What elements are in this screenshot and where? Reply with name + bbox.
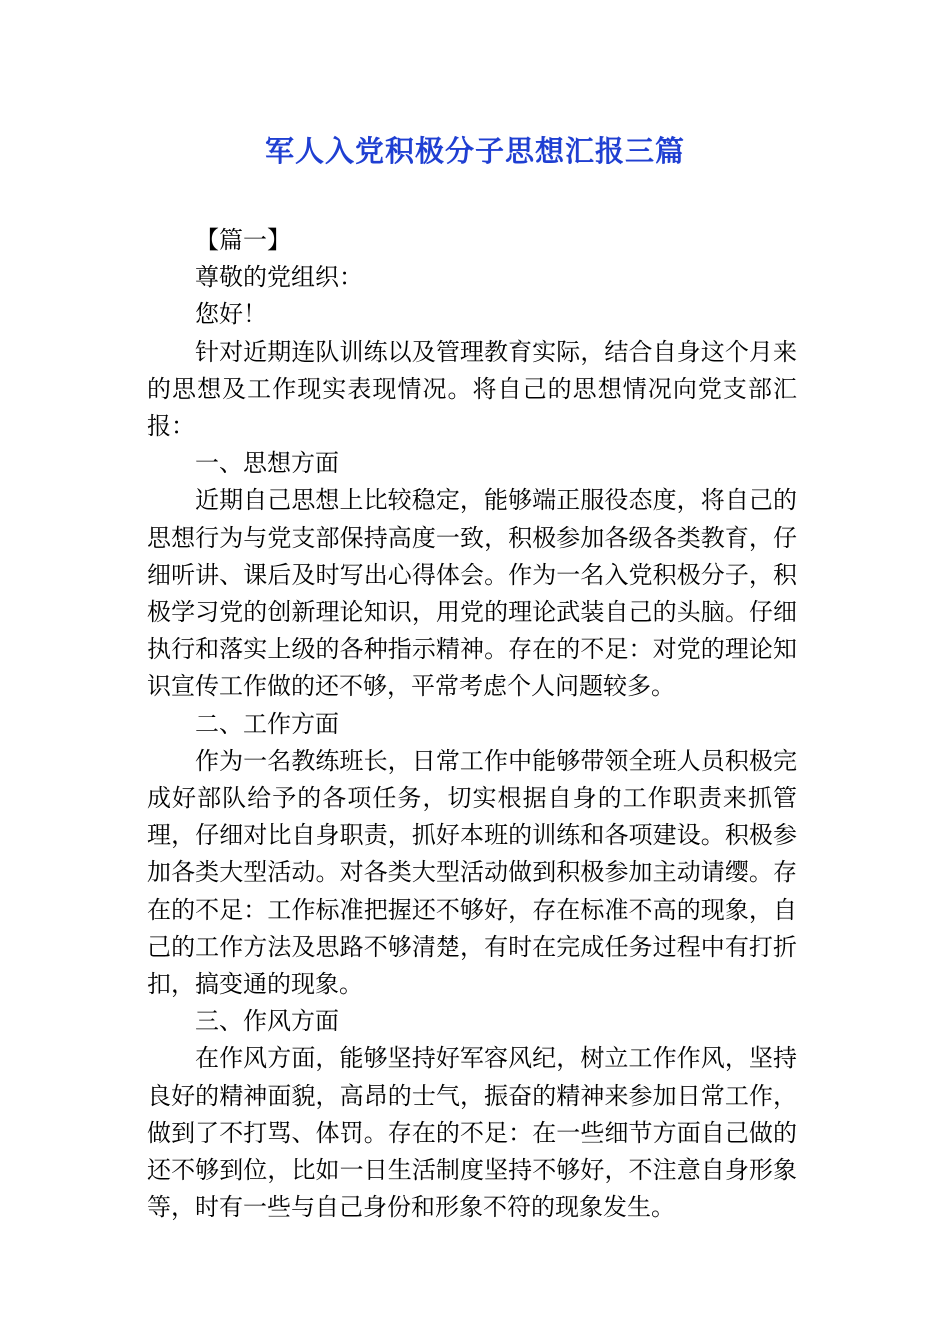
heading-thought: 一、思想方面 <box>195 449 339 478</box>
heading-style: 三、作风方面 <box>195 1007 339 1036</box>
section-heading-part-one: 【篇一】 <box>195 226 291 254</box>
paragraph-thought: 近期自己思想上比较稳定，能够端正服役态度，将自己的思想行为与党支部保持高度一致，积极参加各级各类教育，仔细听讲、课后及时写出心得体会。作为一名入党积极分子，积极学习党的创新理论知识，用党的理论武装自己的头脑。仔细执行和落实上级的各种指示精神。存在的不足：对党的理论知识宣传工作做的还不够，平常考虑个人问题较多。 <box>147 486 797 701</box>
document-title: 军人入党积极分子思想汇报三篇 <box>264 134 685 168</box>
intro-paragraph: 针对近期连队训练以及管理教育实际，结合自身这个月来的思想及工作现实表现情况。将自己的思想情况向党支部汇报： <box>147 337 797 441</box>
heading-work: 二、工作方面 <box>195 709 339 738</box>
paragraph-style: 在作风方面，能够坚持好军容风纪，树立工作作风，坚持良好的精神面貌，高昂的士气，振奋的精神来参加日常工作，做到了不打骂、体罚。存在的不足：在一些细节方面自己做的还不够到位，比如一日生活制度坚持不够好，不注意自身形象等，时有一些与自己身份和形象不符的现象发生。 <box>147 1044 797 1222</box>
document-body <box>147 222 797 1226</box>
greeting: 您好！ <box>195 300 267 329</box>
salutation: 尊敬的党组织： <box>195 263 363 292</box>
paragraph-work: 作为一名教练班长，日常工作中能够带领全班人员积极完成好部队给予的各项任务，切实根据自身的工作职责来抓管理，仔细对比自身职责，抓好本班的训练和各项建设。积极参加各类大型活动。对各类大型活动做到积极参加主动请缨。存在的不足：工作标准把握还不够好，存在标准不高的现象，自己的工作方法及思路不够清楚，有时在完成任务过程中有打折扣，搞变通的现象。 <box>147 746 797 999</box>
